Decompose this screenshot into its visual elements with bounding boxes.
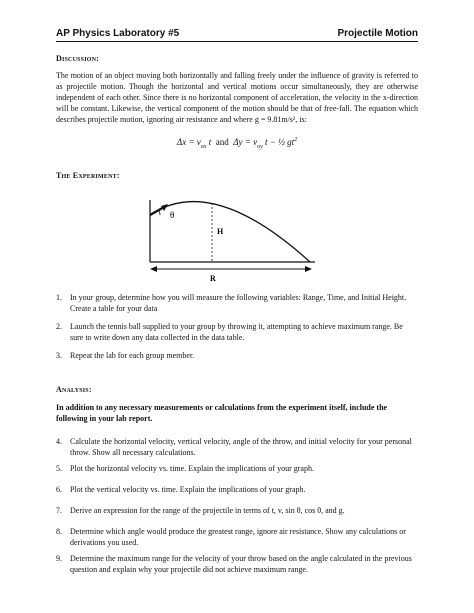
- item-text: Determine the maximum range for the velocity of your throw based on the angle calculated in the previous question and explain why your projectile did not achieve maximum range.: [70, 554, 412, 574]
- range-arrow-left: [150, 266, 157, 272]
- discussion-heading: Discussion:: [56, 54, 99, 63]
- eq-part2: t: [208, 137, 212, 147]
- item-text: Plot the horizontal velocity vs. time. Explain the implications of your graph.: [70, 464, 314, 473]
- range-label: R: [210, 274, 216, 283]
- topic-title: Projectile Motion: [337, 28, 418, 39]
- eq-sub2: oy: [257, 143, 263, 150]
- eq-part3: Δy = v: [233, 137, 258, 147]
- item-number: 5.: [56, 464, 62, 473]
- item-text: In your group, determine how you will measure the following variables: Range, Time, and Initial Height. Create a table for your data: [70, 293, 407, 313]
- projectile-equation: [0, 137, 474, 150]
- item-number: 6.: [56, 485, 62, 494]
- header-rule: [56, 41, 418, 42]
- item-number: 8.: [56, 527, 62, 536]
- lab-title: AP Physics Laboratory #5: [56, 28, 180, 39]
- analysis-heading: Analysis:: [56, 385, 92, 394]
- item-text: Determine which angle would produce the greatest range, ignore air resistance. Show any calculations or derivations you used.: [70, 527, 406, 547]
- item-text: Plot the vertical velocity vs. time. Explain the implications of your graph.: [70, 485, 306, 494]
- discussion-paragraph: The motion of an object moving both horizontally and falling freely under the influence of gravity is referred to as projectile motion. Though the horizontal and vertical motions occur simultaneously, they are otherwise independent of each other. Since there is no horizontal component of acceleration, the velocity in the x-direction will be constant. Likewise, the vertical component of the motion should be that of free-fall. The equation which describes projectile motion, ignoring air resistance and where g = 9.81m/s², is:: [56, 71, 418, 124]
- item-text: Launch the tennis ball supplied to your group by throwing it, attempting to achieve maximum range. Be sure to write down any data collected in the data table.: [70, 322, 403, 342]
- item-number: 1.: [56, 293, 62, 302]
- item-number: 4.: [56, 437, 62, 446]
- eq-sup: 2: [294, 137, 298, 143]
- analysis-intro: In addition to any necessary measurements or calculations from the experiment itself, include the following in your lab report.: [56, 403, 388, 423]
- projectile-diagram: [0, 190, 474, 285]
- item-number: 9.: [56, 554, 62, 563]
- height-label: H: [217, 227, 224, 236]
- item-number: 2.: [56, 322, 62, 331]
- range-arrow-right: [305, 266, 312, 272]
- angle-label: θ: [170, 210, 175, 220]
- launch-arrow-head: [161, 204, 168, 211]
- eq-sub1: ox: [200, 143, 207, 150]
- item-number: 7.: [56, 506, 62, 515]
- eq-and: and: [215, 137, 229, 147]
- item-text: Repeat the lab for each group member.: [70, 351, 195, 360]
- eq-part1: Δx = v: [176, 137, 201, 147]
- item-text: Calculate the horizontal velocity, vertical velocity, angle of the throw, and initial velocity for your personal throw. Show all necessary calculations.: [70, 437, 412, 457]
- eq-part4: t − ½ gt: [265, 137, 295, 147]
- item-text: Derive an expression for the range of the projectile in terms of t, v, sin θ, cos θ, and g.: [70, 506, 345, 515]
- experiment-heading: The Experiment:: [56, 171, 120, 180]
- item-number: 3.: [56, 351, 62, 360]
